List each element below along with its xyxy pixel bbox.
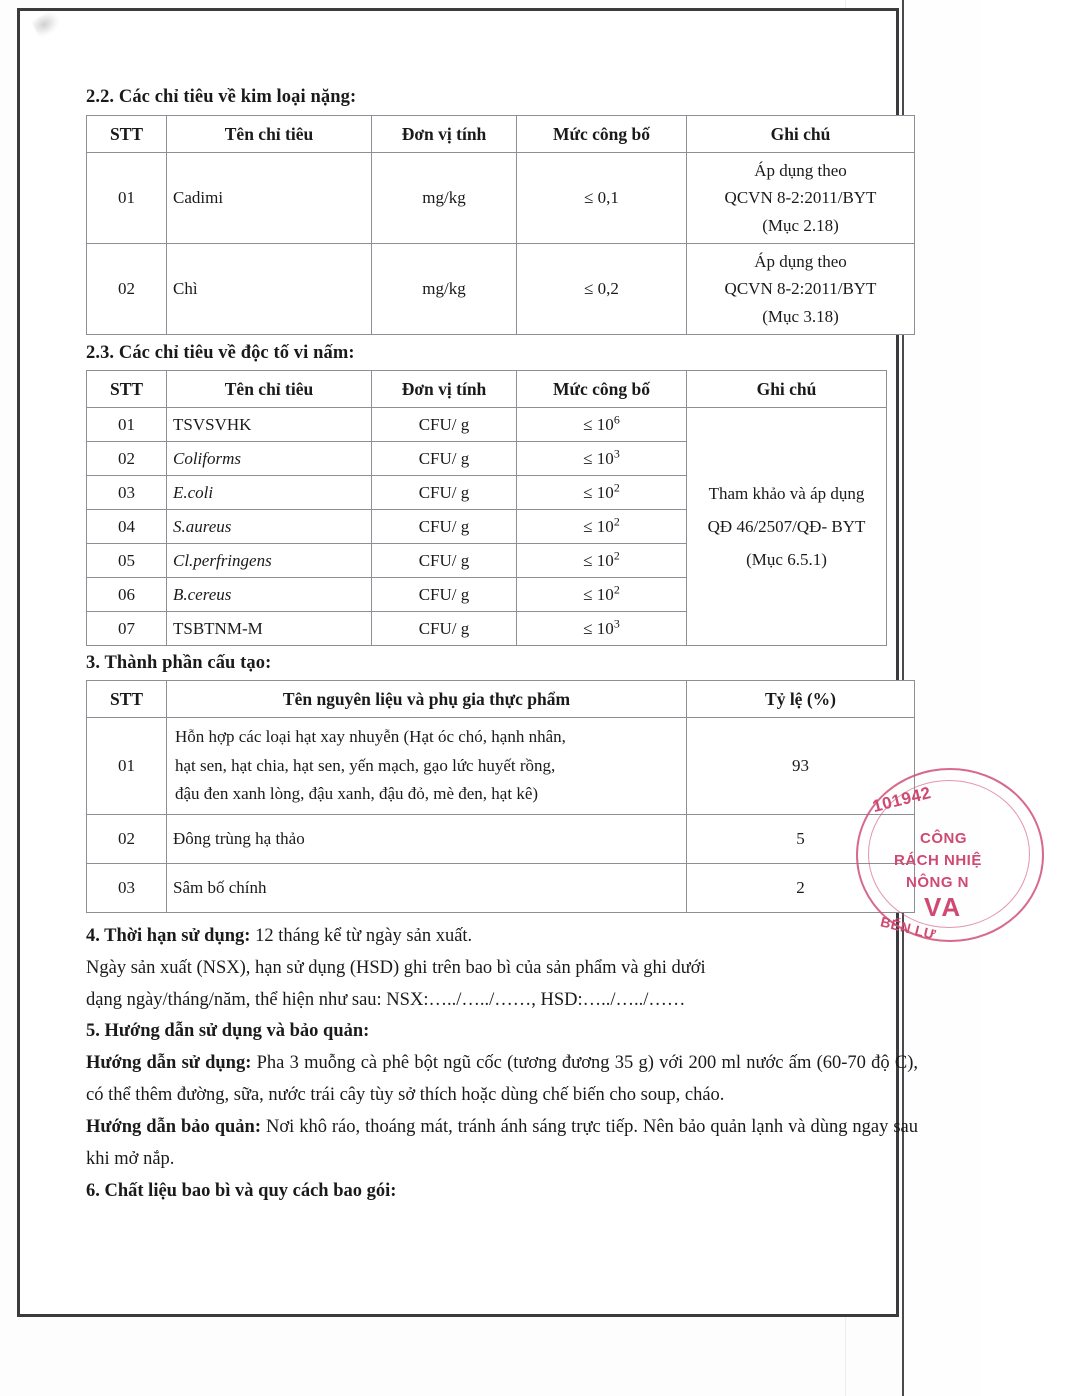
note-line: Áp dụng theo xyxy=(754,160,847,180)
col-percentage: Tỷ lệ (%) xyxy=(687,681,915,718)
table-header-row xyxy=(87,681,915,718)
cell-stt: 02 xyxy=(87,244,167,335)
table-row xyxy=(87,244,915,335)
col-declared-level: Mức công bố xyxy=(517,116,687,153)
cell-indicator-name: Coliforms xyxy=(167,442,372,476)
table-heavy-metals xyxy=(86,115,915,335)
cell-indicator-name: E.coli xyxy=(167,476,372,510)
col-unit: Đơn vị tính xyxy=(372,371,517,408)
usage-text: Pha 3 muỗng cà phê bột ngũ cốc (tương đương 35 g) với 200 ml nước ấm (60-70 độ C), có thể thêm đường, sữa, nước trái cây tùy sở thích hoặc dùng chế biến cho soup, cháo. xyxy=(86,1053,919,1106)
cell-unit: mg/kg xyxy=(372,244,517,335)
cell-stt: 03 xyxy=(87,864,167,913)
cell-declared-level xyxy=(517,544,687,578)
note-line: (Mục 6.5.1) xyxy=(746,550,827,570)
cell-indicator-name: Cadimi xyxy=(167,153,372,244)
stamp-number: 101942 xyxy=(870,783,934,816)
ingredient-line: đậu đen xanh lòng, đậu xanh, đậu đỏ, mè đen, hạt kê) xyxy=(175,784,539,804)
col-ingredient-name: Tên nguyên liệu và phụ gia thực phẩm xyxy=(167,681,687,718)
cell-indicator-name: Cl.perfringens xyxy=(167,544,372,578)
col-declared-level: Mức công bố xyxy=(517,371,687,408)
table-composition xyxy=(86,680,915,913)
col-note: Ghi chú xyxy=(687,116,915,153)
cell-stt: 02 xyxy=(87,815,167,864)
ingredient-line: hạt sen, hạt chia, hạt sen, yến mạch, gạo lức huyết rồng, xyxy=(175,755,556,775)
cell-declared-level xyxy=(517,578,687,612)
stamp-line-4: VA xyxy=(924,892,963,922)
table-row xyxy=(87,864,915,913)
cell-declared-level: ≤ 0,2 xyxy=(517,244,687,335)
cell-percentage: 2 xyxy=(687,864,915,913)
cell-stt: 07 xyxy=(87,612,167,646)
ingredient-line: Hỗn hợp các loại hạt xay nhuyễn (Hạt óc chó, hạnh nhân, xyxy=(175,727,566,747)
usage-label: Hướng dẫn sử dụng: xyxy=(86,1053,252,1074)
cell-declared-level: ≤ 0,1 xyxy=(517,153,687,244)
level-base: ≤ 10 xyxy=(583,551,614,570)
cell-percentage: 93 xyxy=(687,718,915,815)
table-microbiology xyxy=(86,370,887,646)
table-row xyxy=(87,408,887,442)
level-exponent: 2 xyxy=(613,548,620,563)
level-exponent: 2 xyxy=(613,514,620,529)
heading-microbiology: 2.3. Các chỉ tiêu về độc tố vi nấm: xyxy=(86,343,355,364)
cell-indicator-name: TSBTNM-M xyxy=(167,612,372,646)
shelf-life-label: 4. Thời hạn sử dụng: xyxy=(86,926,251,947)
heading-usage-storage xyxy=(86,1016,918,1048)
col-note: Ghi chú xyxy=(687,371,887,408)
cell-stt: 01 xyxy=(87,153,167,244)
cell-stt: 01 xyxy=(87,718,167,815)
cell-ingredient-name: Đông trùng hạ thảo xyxy=(167,815,687,864)
stamp-line-2: RÁCH NHIỆ xyxy=(894,852,982,869)
stamp-line-1: CÔNG xyxy=(920,830,967,847)
stamp-line-5: BẾN LƯ xyxy=(878,913,938,943)
level-exponent: 2 xyxy=(613,582,620,597)
cell-unit: CFU/ g xyxy=(372,408,517,442)
usage-storage-heading-text: 5. Hướng dẫn sử dụng và bảo quản: xyxy=(86,1021,370,1042)
note-line: QCVN 8-2:2011/BYT xyxy=(724,279,877,299)
cell-unit: CFU/ g xyxy=(372,578,517,612)
note-line: QĐ 46/2507/QĐ- BYT xyxy=(707,517,866,537)
shelf-life-note-line-1: Ngày sản xuất (NSX), hạn sử dụng (HSD) ghi trên bao bì của sản phẩm và ghi dưới xyxy=(86,957,706,978)
level-base: ≤ 10 xyxy=(583,483,614,502)
cell-unit: mg/kg xyxy=(372,153,517,244)
col-indicator-name: Tên chỉ tiêu xyxy=(167,116,372,153)
usage-instructions xyxy=(86,1048,918,1112)
cell-indicator-name: B.cereus xyxy=(167,578,372,612)
level-base: ≤ 10 xyxy=(583,517,614,536)
cell-percentage: 5 xyxy=(687,815,915,864)
col-unit: Đơn vị tính xyxy=(372,116,517,153)
cell-unit: CFU/ g xyxy=(372,544,517,578)
shelf-life-note-line-2: dạng ngày/tháng/năm, thể hiện như sau: NSX:…../…../……, HSD:…../…../…… xyxy=(86,989,686,1010)
level-exponent: 3 xyxy=(613,616,620,631)
note-line: Áp dụng theo xyxy=(754,251,847,271)
note-line: (Mục 3.18) xyxy=(762,306,839,326)
level-base: ≤ 10 xyxy=(583,449,614,468)
storage-label: Hướng dẫn bảo quản: xyxy=(86,1116,262,1137)
packaging-heading-text: 6. Chất liệu bao bì và quy cách bao gói: xyxy=(86,1180,397,1201)
table-row xyxy=(87,153,915,244)
note-line: (Mục 2.18) xyxy=(762,215,839,235)
level-base: ≤ 10 xyxy=(583,585,614,604)
cell-indicator-name: S.aureus xyxy=(167,510,372,544)
col-stt: STT xyxy=(87,681,167,718)
cell-stt: 06 xyxy=(87,578,167,612)
cell-declared-level xyxy=(517,442,687,476)
shelf-life-value: 12 tháng kể từ ngày sản xuất. xyxy=(250,926,473,947)
cell-note-merged xyxy=(687,408,887,646)
level-exponent: 6 xyxy=(613,412,620,427)
cell-declared-level xyxy=(517,510,687,544)
table-row xyxy=(87,815,915,864)
col-stt: STT xyxy=(87,116,167,153)
cell-unit: CFU/ g xyxy=(372,510,517,544)
col-indicator-name: Tên chỉ tiêu xyxy=(167,371,372,408)
level-base: ≤ 10 xyxy=(583,619,614,638)
cell-unit: CFU/ g xyxy=(372,476,517,510)
cell-declared-level xyxy=(517,476,687,510)
shelf-life-line xyxy=(86,921,918,953)
cell-unit: CFU/ g xyxy=(372,442,517,476)
storage-text: Nơi khô ráo, thoáng mát, tránh ánh sáng trực tiếp. Nên bảo quản lạnh và dùng ngay sau khi mở nắp. xyxy=(86,1116,919,1169)
cell-stt: 02 xyxy=(87,442,167,476)
table-header-row xyxy=(87,116,915,153)
cell-declared-level xyxy=(517,612,687,646)
cell-unit: CFU/ g xyxy=(372,612,517,646)
stamp-line-3: NÔNG N xyxy=(906,874,969,891)
cell-ingredient-name xyxy=(167,718,687,815)
cell-note xyxy=(687,153,915,244)
heading-heavy-metals: 2.2. Các chỉ tiêu về kim loại nặng: xyxy=(86,87,357,107)
heading-packaging xyxy=(86,1176,918,1208)
cell-indicator-name: Chì xyxy=(167,244,372,335)
cell-stt: 03 xyxy=(87,476,167,510)
table-header-row xyxy=(87,371,887,408)
cell-note xyxy=(687,244,915,335)
document-content xyxy=(86,86,918,1207)
table-row xyxy=(87,718,915,815)
note-line: QCVN 8-2:2011/BYT xyxy=(724,188,877,208)
cell-ingredient-name: Sâm bố chính xyxy=(167,864,687,913)
heading-composition: 3. Thành phần cấu tạo: xyxy=(86,653,272,674)
cell-stt: 04 xyxy=(87,510,167,544)
level-base: ≤ 10 xyxy=(583,415,614,434)
cell-declared-level xyxy=(517,408,687,442)
note-line: Tham khảo và áp dụng xyxy=(708,484,865,504)
cell-stt: 01 xyxy=(87,408,167,442)
cell-indicator-name: TSVSVHK xyxy=(167,408,372,442)
level-exponent: 3 xyxy=(613,446,620,461)
level-exponent: 2 xyxy=(613,480,620,495)
cell-stt: 05 xyxy=(87,544,167,578)
storage-instructions xyxy=(86,1112,918,1176)
col-stt: STT xyxy=(87,371,167,408)
